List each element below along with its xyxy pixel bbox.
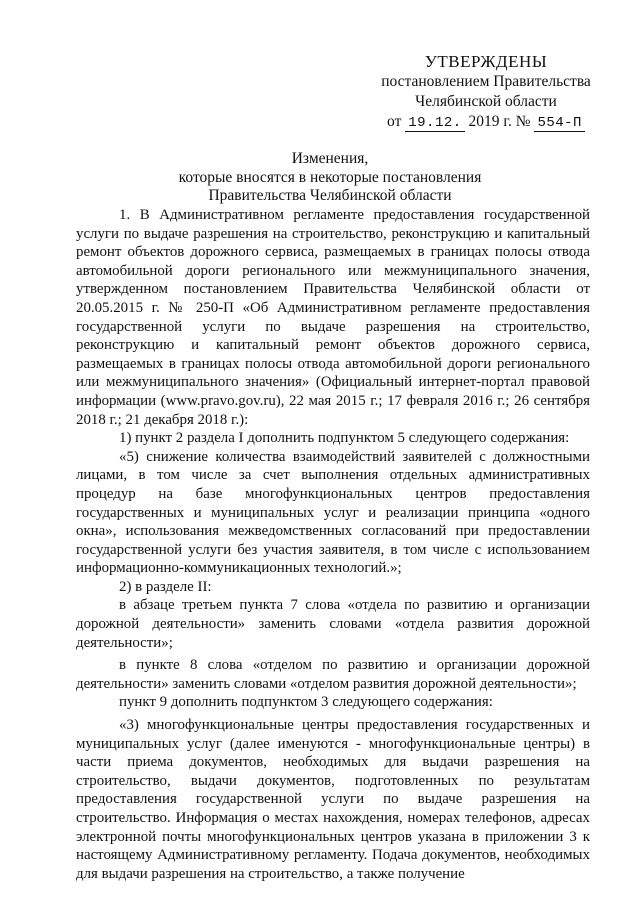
- approval-date-line: [370, 112, 602, 132]
- paragraph-7: пункт 9 дополнить подпунктом 3 следующего содержания:: [119, 694, 493, 711]
- approval-line-government: постановлением Правительства: [381, 73, 591, 90]
- paragraph-1: 1. В Административном регламенте предоставления государственной услуги по выдаче разрешения на строительство, реконструкцию и капитальный ремонт объектов дорожного сервиса, размещаемых в границах полосы отвода автомобильной дороги регионального или межмуниципального значения, утвержденном постановлением Правительства Челябинской области от 20.05.2015 г. № 250-П «Об Административном регламенте предоставления государственной услуги по выдаче разрешения на строительство, реконструкцию и капитальный ремонт объектов дорожного сервиса, размещаемых в границах полосы отвода автомобильной дороги регионального или межмуниципального значения» (Официальный интернет-портал правовой информации (www.pravo.gov.ru), 22 мая 2015 г.; 17 февраля 2016 г.; 26 сентября 2018 г.; 21 декабря 2018 г.):: [76, 207, 590, 428]
- heading-line-1: Изменения,: [291, 150, 369, 167]
- approval-title: УТВЕРЖДЕНЫ: [424, 52, 548, 71]
- approval-prefix: от: [387, 113, 402, 130]
- approval-year-number-label: 2019 г. №: [468, 113, 531, 130]
- approval-stamp-block: [370, 52, 602, 132]
- paragraph-5: в абзаце третьем пункта 7 слова «отдела по развитию и организации дорожной деятельности» заменить словами «отдела развития дорожной деятельности»;: [76, 597, 590, 651]
- paragraph-6: в пункте 8 слова «отделом по развитию и организации дорожной деятельности» заменить словами «отделом развития дорожной деятельности»;: [76, 657, 590, 692]
- paragraph-4: 2) в разделе II:: [119, 578, 212, 595]
- heading-line-3: Правительства Челябинской области: [208, 187, 452, 204]
- document-heading: [60, 150, 600, 206]
- paragraph-2: 1) пункт 2 раздела I дополнить подпунктом 5 следующего содержания:: [119, 430, 570, 447]
- paragraph-3: «5) снижение количества взаимодействий заявителей с должностными лицами, в том числе за счет выполнения отдельных административных процедур на базе многофункциональных центров предоставления государственных и муниципальных услуг и реализации принципа «одного окна», использования межведомственных согласований при предоставлении государственной услуги без участия заявителя, в том числе с использованием информационно-коммуникационных технологий.»;: [76, 448, 590, 577]
- document-body: [76, 206, 590, 883]
- approval-date-handwritten: 19.12.: [405, 115, 464, 132]
- approval-line-region: Челябинской области: [415, 93, 557, 110]
- heading-line-2: которые вносятся в некоторые постановления: [178, 168, 482, 186]
- approval-number-handwritten: 554-П: [534, 115, 585, 132]
- paragraph-8: «3) многофункциональные центры предоставления государственных и муниципальных услуг (далее именуются - многофункциональные центры) в части приема документов, необходимых для выдачи разрешения на строительство, выдачи документов, подготовленных по результатам предоставления государственной услуги по выдаче разрешения на строительство. Информация о местах нахождения, номерах телефонов, адресах электронной почты многофункциональных центров указана в приложении 3 к настоящему Административному регламенту. Подача документов, необходимых для выдачи разрешения на строительство, а также получение: [76, 717, 590, 882]
